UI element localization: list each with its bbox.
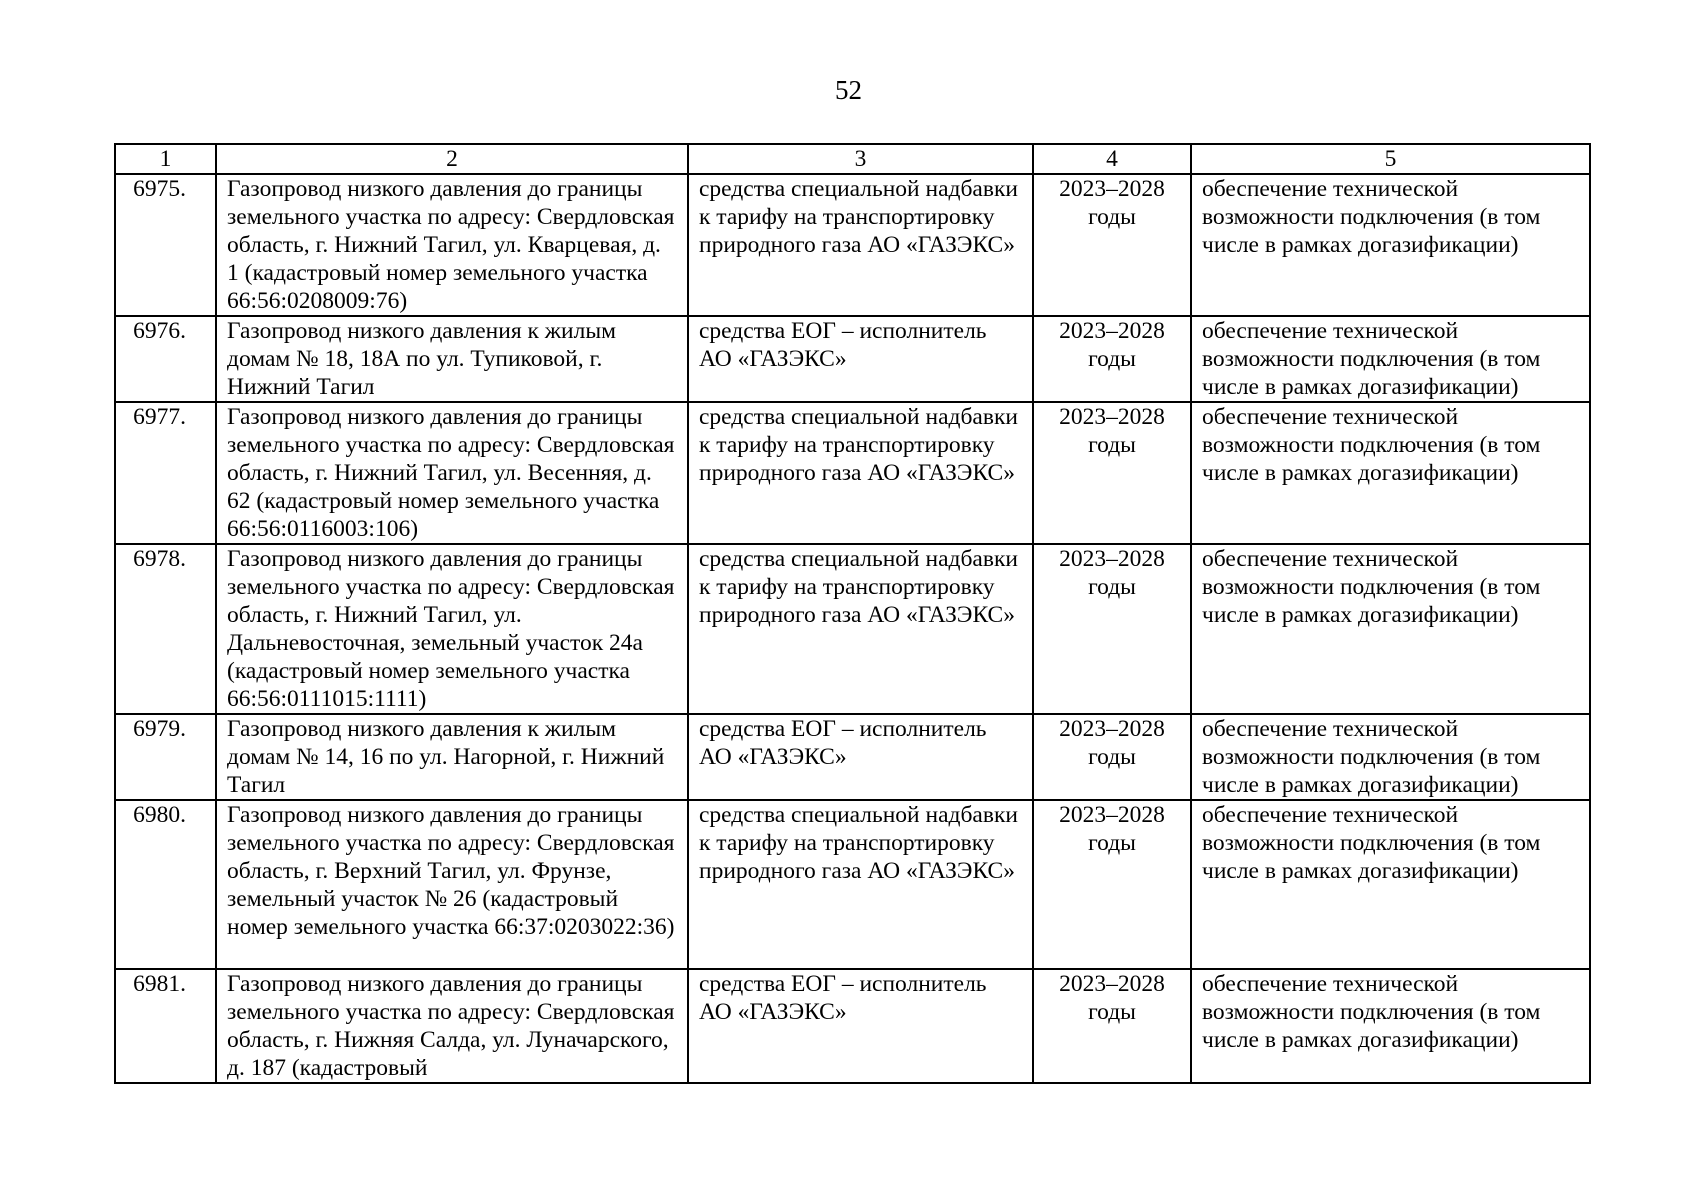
table-row [115,402,1590,544]
object-cell: Газопровод низкого давления до границы земельного участка по адресу: Свердловская область, г. Верхний Тагил, ул. Фрунзе, земельный участок № 26 (кадастровый номер земельного участка 66:37:0203022:36) [216,800,688,969]
years-cell: 2023–2028 годы [1033,969,1191,1083]
purpose-cell: обеспечение технической возможности подключения (в том числе в рамках догазификации) [1191,544,1590,714]
header-col-4: 4 [1033,144,1191,174]
row-number: 6976. [115,316,216,402]
object-cell: Газопровод низкого давления до границы земельного участка по адресу: Свердловская область, г. Нижний Тагил, ул. Кварцевая, д. 1 (кадастровый номер земельного участка 66:56:0208009:76) [216,174,688,316]
purpose-cell: обеспечение технической возможности подключения (в том числе в рамках догазификации) [1191,316,1590,402]
years-cell: 2023–2028 годы [1033,402,1191,544]
funding-source-cell: средства ЕОГ – исполнитель АО «ГАЗЭКС» [688,969,1033,1083]
table-row [115,174,1590,316]
purpose-cell: обеспечение технической возможности подключения (в том числе в рамках догазификации) [1191,174,1590,316]
header-col-3: 3 [688,144,1033,174]
table-row [115,969,1590,1083]
projects-table [114,143,1591,1084]
table-header [115,144,1590,174]
purpose-cell: обеспечение технической возможности подключения (в том числе в рамках догазификации) [1191,969,1590,1083]
purpose-cell: обеспечение технической возможности подключения (в том числе в рамках догазификации) [1191,402,1590,544]
row-number: 6975. [115,174,216,316]
years-cell: 2023–2028 годы [1033,714,1191,800]
row-number: 6978. [115,544,216,714]
funding-source-cell: средства специальной надбавки к тарифу на транспортировку природного газа АО «ГАЗЭКС» [688,174,1033,316]
years-cell: 2023–2028 годы [1033,174,1191,316]
table-row [115,800,1590,969]
years-cell: 2023–2028 годы [1033,316,1191,402]
row-number: 6981. [115,969,216,1083]
funding-source-cell: средства специальной надбавки к тарифу на транспортировку природного газа АО «ГАЗЭКС» [688,800,1033,969]
object-cell: Газопровод низкого давления к жилым домам № 18, 18А по ул. Тупиковой, г. Нижний Тагил [216,316,688,402]
years-cell: 2023–2028 годы [1033,800,1191,969]
years-cell: 2023–2028 годы [1033,544,1191,714]
table-row [115,714,1590,800]
object-cell: Газопровод низкого давления до границы земельного участка по адресу: Свердловская область, г. Нижняя Салда, ул. Луначарского, д. 187 (кадастровый [216,969,688,1083]
funding-source-cell: средства специальной надбавки к тарифу на транспортировку природного газа АО «ГАЗЭКС» [688,402,1033,544]
purpose-cell: обеспечение технической возможности подключения (в том числе в рамках догазификации) [1191,800,1590,969]
header-col-5: 5 [1191,144,1590,174]
page-number: 52 [835,75,862,105]
header-col-1: 1 [115,144,216,174]
header-row [115,144,1590,174]
object-cell: Газопровод низкого давления к жилым домам № 14, 16 по ул. Нагорной, г. Нижний Тагил [216,714,688,800]
object-cell: Газопровод низкого давления до границы земельного участка по адресу: Свердловская область, г. Нижний Тагил, ул. Дальневосточная, земельный участок 24а (кадастровый номер земельного участка 66:56:0111015:1111) [216,544,688,714]
funding-source-cell: средства ЕОГ – исполнитель АО «ГАЗЭКС» [688,316,1033,402]
header-col-2: 2 [216,144,688,174]
row-number: 6980. [115,800,216,969]
purpose-cell: обеспечение технической возможности подключения (в том числе в рамках догазификации) [1191,714,1590,800]
table-row [115,544,1590,714]
funding-source-cell: средства специальной надбавки к тарифу на транспортировку природного газа АО «ГАЗЭКС» [688,544,1033,714]
row-number: 6979. [115,714,216,800]
object-cell: Газопровод низкого давления до границы земельного участка по адресу: Свердловская область, г. Нижний Тагил, ул. Весенняя, д. 62 (кадастровый номер земельного участка 66:56:0116003:106) [216,402,688,544]
row-number: 6977. [115,402,216,544]
table-body [115,174,1590,1083]
funding-source-cell: средства ЕОГ – исполнитель АО «ГАЗЭКС» [688,714,1033,800]
table-row [115,316,1590,402]
